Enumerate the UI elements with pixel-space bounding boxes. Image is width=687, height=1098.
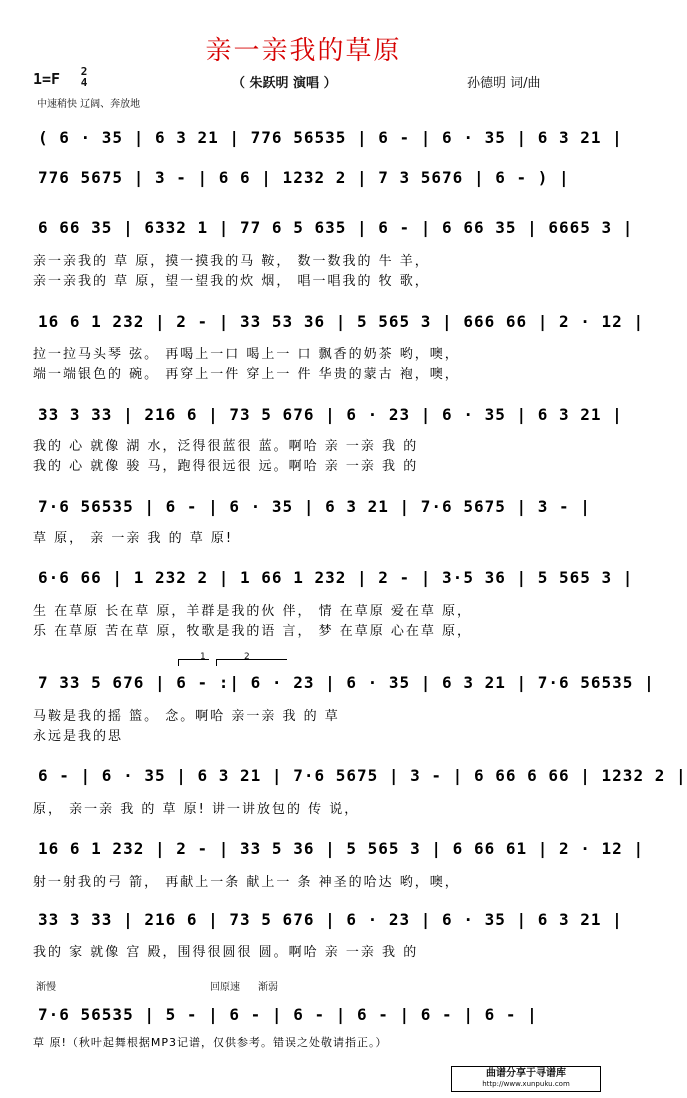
lyric-line: 亲一亲我的 草 原，望一望我的炊 烟， 唱一唱我的 牧 歌， [33, 274, 430, 289]
lyric-line: 我的 心 就像 湖 水，泛得很蓝很 蓝。啊哈 亲 一亲 我 的 [33, 439, 419, 454]
watermark-url: http://www.xunpuku.com [482, 1080, 570, 1088]
lyric-line: 拉一拉马头琴 弦。 再喝上一口 喝上一 口 飘香的奶茶 哟，噢， [33, 347, 460, 362]
lyric-line: 乐 在草原 苦在草 原，牧歌是我的语 言， 梦 在草原 心在草 原， [33, 624, 473, 639]
lyric-line: 端一端银色的 碗。 再穿上一件 穿上一 件 华贵的蒙古 袍，噢， [33, 367, 460, 382]
lyric-line: 射一射我的弓 箭， 再献上一条 献上一 条 神圣的哈达 哟，噢， [33, 875, 460, 890]
score-row: 7·6 56535 | 6 - | 6 · 35 | 6 3 21 | 7·6 5675 | 3 - | [38, 497, 591, 516]
time-signature-bottom: 4 [80, 76, 88, 89]
lyric-line: 草 原， 亲 一亲 我 的 草 原! [33, 531, 234, 546]
lyric-line: 亲一亲我的 草 原，摸一摸我的马 鞍， 数一数我的 牛 羊， [33, 254, 430, 269]
lyric-line: 我的 家 就像 宫 殿，围得很圆很 圆。啊哈 亲 一亲 我 的 [33, 945, 419, 960]
score-row: 6 - | 6 · 35 | 6 3 21 | 7·6 5675 | 3 - | 6 66 6 66 | 1232 2 | [38, 766, 687, 785]
tempo-marking: 中速稍快 辽阔、奔放地 [37, 99, 141, 110]
return-tempo-marking: 回原速 [210, 982, 240, 993]
lyric-line: 生 在草原 长在草 原，羊群是我的伙 伴， 情 在草原 爱在草 原， [33, 604, 473, 619]
volta-label-2: 2 [244, 652, 250, 662]
time-signature [78, 66, 90, 88]
lyric-line: 马鞍是我的摇 篮。 念。啊哈 亲一亲 我 的 草 [33, 709, 340, 724]
score-row: 776 5675 | 3 - | 6 6 | 1232 2 | 7 3 5676 | 6 - ) | [38, 168, 570, 187]
site-watermark [451, 1066, 601, 1092]
song-title: 亲一亲我的草原 [205, 36, 402, 66]
score-row: 16 6 1 232 | 2 - | 33 5 36 | 5 565 3 | 6 66 61 | 2 · 12 | [38, 839, 645, 858]
watermark-text: 曲谱分享于寻谱库 [486, 1068, 566, 1079]
lyric-line: 草 原!（秋叶起舞根据MP3记谱，仅供参考。错误之处敬请指正。） [33, 1036, 388, 1049]
time-signature-top: 2 [80, 65, 88, 78]
lyric-line: 永远是我的思 [33, 729, 124, 744]
score-row: 7·6 56535 | 5 - | 6 - | 6 - | 6 - | 6 - | 6 - | [38, 1005, 538, 1024]
volta-label-1: 1 [200, 652, 206, 662]
score-row: ( 6 · 35 | 6 3 21 | 776 56535 | 6 - | 6 · 35 | 6 3 21 | [38, 128, 623, 147]
slowdown-marking: 渐慢 [36, 982, 56, 993]
key-signature: 1=F [33, 70, 61, 88]
score-row: 33 3 33 | 216 6 | 73 5 676 | 6 · 23 | 6 · 35 | 6 3 21 | [38, 405, 623, 424]
lyric-line: 我的 心 就像 骏 马，跑得很远很 远。啊哈 亲 一亲 我 的 [33, 459, 419, 474]
lyric-line: 原， 亲一亲 我 的 草 原! 讲一讲放包的 传 说， [33, 802, 360, 817]
volta-bracket-2 [216, 659, 287, 666]
singer-credit: （ 朱跃明 演唱 ） [232, 76, 337, 91]
author-credit: 孙德明 词/曲 [467, 76, 541, 91]
score-row: 6·6 66 | 1 232 2 | 1 66 1 232 | 2 - | 3·5 36 | 5 565 3 | [38, 568, 634, 587]
fade-marking: 渐弱 [258, 982, 278, 993]
score-row: 7 33 5 676 | 6 - :| 6 · 23 | 6 · 35 | 6 3 21 | 7·6 56535 | [38, 673, 655, 692]
score-row: 16 6 1 232 | 2 - | 33 53 36 | 5 565 3 | 666 66 | 2 · 12 | [38, 312, 645, 331]
score-row: 6 66 35 | 6332 1 | 77 6 5 635 | 6 - | 6 66 35 | 6665 3 | [38, 218, 634, 237]
score-row: 33 3 33 | 216 6 | 73 5 676 | 6 · 23 | 6 · 35 | 6 3 21 | [38, 910, 623, 929]
